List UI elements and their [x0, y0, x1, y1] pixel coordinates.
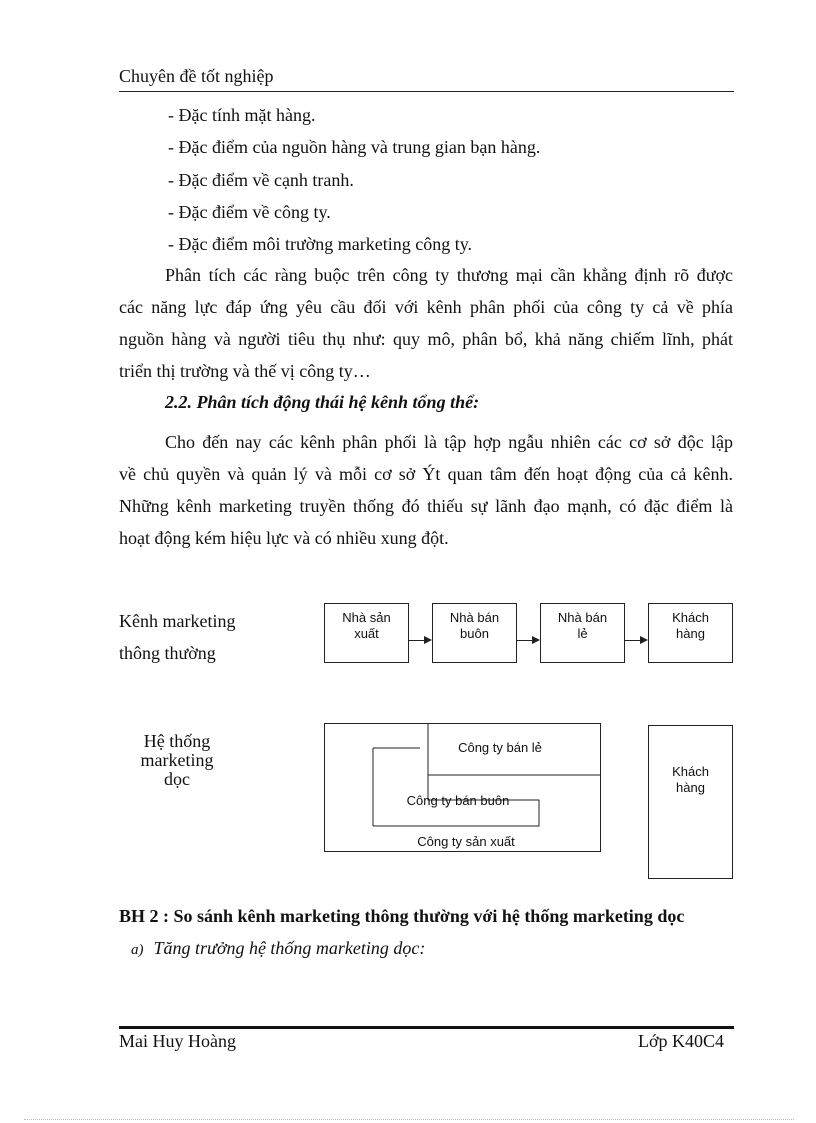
wholesaler-box	[432, 603, 517, 663]
box-text: Khách	[672, 610, 709, 625]
arrow-right-icon	[532, 636, 540, 644]
bullet-item: - Đặc điểm của nguồn hàng và trung gian bạn hàng.	[168, 137, 541, 157]
page-header-title: Chuyên đề tốt nghiệp	[119, 66, 274, 86]
label-line: thông thường	[119, 643, 216, 663]
paragraph-line: Những kênh marketing truyền thống đó thiếu sự lãnh đạo mạnh, có đặc điểm là	[119, 496, 733, 516]
paragraph-line: Phân tích các ràng buộc trên công ty thương mại cần khẳng định rõ được	[165, 265, 733, 285]
wholesaler-company-label: Công ty bán buôn	[406, 793, 510, 808]
footer-divider	[119, 1026, 734, 1029]
box-text: Nhà sản	[342, 610, 391, 625]
bullet-item: - Đặc điểm môi trường marketing công ty.	[168, 234, 473, 254]
label-line: Kênh marketing	[119, 611, 236, 631]
section-heading: 2.2. Phân tích động thái hệ kênh tổng thể:	[165, 392, 480, 412]
vertical-customer-box	[648, 725, 733, 879]
figure-caption: BH 2 : So sánh kênh marketing thông thường với hệ thống marketing dọc	[119, 906, 685, 926]
box-text: Nhà bán	[449, 610, 500, 625]
subsection-text: Tăng trưởng hệ thống marketing dọc:	[153, 938, 426, 958]
paragraph-channel-dynamics	[119, 426, 733, 554]
box-text: Khách	[672, 764, 709, 779]
bullet-item: - Đặc điểm về công ty.	[168, 202, 331, 222]
retailer-box	[540, 603, 625, 663]
arrow-right-icon	[640, 636, 648, 644]
box-text: hàng	[676, 780, 705, 795]
paragraph-line: về chủ quyền và quản lý và mỗi cơ sở Ýt quan tâm đến hoạt động của cả kênh.	[119, 464, 733, 484]
header-divider	[119, 91, 734, 92]
paragraph-line: nguồn hàng và người tiêu thụ như: quy mô, phân bổ, khả năng chiếm lĩnh, phát	[119, 329, 733, 349]
box-text: Nhà bán	[557, 610, 608, 625]
label-line: dọc	[164, 769, 190, 789]
label-line: marketing	[140, 750, 214, 770]
footer-author: Mai Huy Hoàng	[119, 1031, 236, 1051]
arrow-right-icon	[424, 636, 432, 644]
vertical-system-label	[140, 732, 214, 789]
box-text: hàng	[676, 626, 705, 641]
flow-arrow-line	[409, 640, 425, 641]
bullet-item: - Đặc điểm về cạnh tranh.	[168, 170, 354, 190]
bullet-item: - Đặc tính mặt hàng.	[168, 105, 316, 125]
page-edge-divider	[24, 1119, 794, 1120]
label-line: Hệ thống	[143, 731, 211, 751]
paragraph-constraints	[119, 259, 733, 387]
paragraph-line: triển thị trường và thế vị công ty…	[119, 361, 371, 381]
customer-box	[648, 603, 733, 663]
footer-class: Lớp K40C4	[638, 1031, 725, 1051]
box-text: xuất	[354, 626, 379, 641]
box-text: lẻ	[577, 626, 588, 641]
subsection-heading	[131, 938, 425, 959]
retailer-company-label: Công ty bán lẻ	[458, 740, 542, 755]
conventional-channel-label	[119, 605, 235, 669]
paragraph-line: hoạt động kém hiệu lực và có nhiều xung đột.	[119, 528, 449, 548]
paragraph-line: các năng lực đáp ứng yêu cầu đối với kênh phân phối của công ty cả về phía	[119, 297, 733, 317]
manufacturer-box	[324, 603, 409, 663]
flow-arrow-line	[625, 640, 641, 641]
manufacturer-company-label: Công ty sản xuất	[417, 834, 515, 849]
paragraph-line: Cho đến nay các kênh phân phối là tập hợp ngẫu nhiên các cơ sở độc lập	[165, 432, 733, 452]
flow-arrow-line	[517, 640, 533, 641]
box-text: buôn	[460, 626, 489, 641]
subsection-marker: a)	[131, 942, 144, 958]
